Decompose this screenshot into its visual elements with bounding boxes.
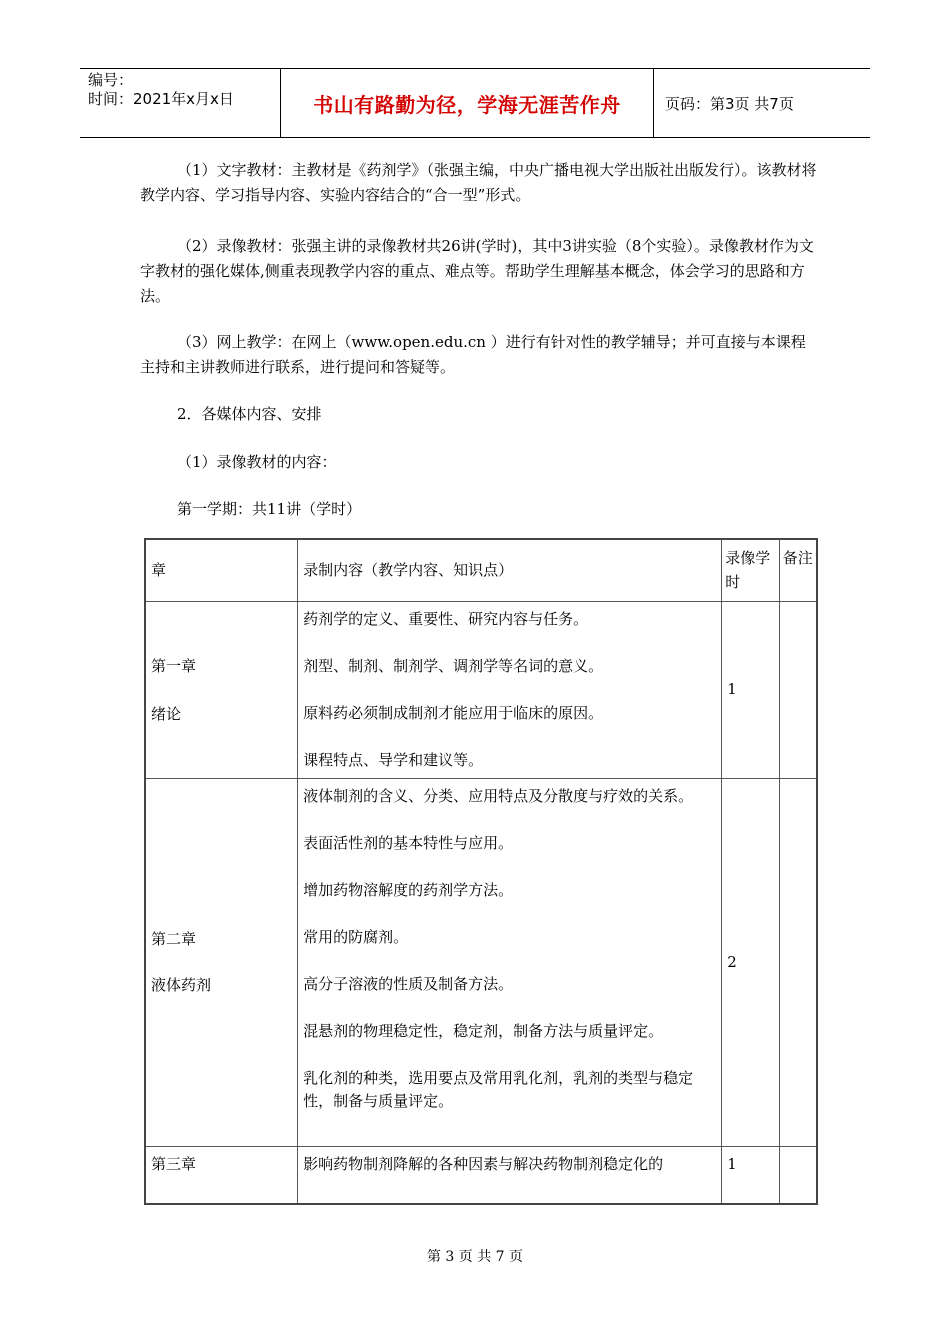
hours-cell: 1 — [722, 1146, 779, 1204]
chapter-cell — [145, 778, 298, 1146]
table-row — [145, 778, 817, 1146]
content-cell — [298, 778, 722, 1146]
hours-cell: 2 — [722, 778, 779, 1146]
content-item: 高分子溶液的性质及制备方法。 — [303, 974, 514, 993]
note-cell — [779, 778, 817, 1146]
chapter-cell — [145, 1146, 298, 1204]
note-cell — [779, 1146, 817, 1204]
chapter-cell — [145, 601, 298, 778]
time-label: 时间：2021年x月x日 — [88, 90, 234, 108]
table-row — [145, 601, 817, 778]
content-item: 影响药物制剂降解的各种因素与解决药物制剂稳定化的 — [303, 1154, 664, 1173]
note-cell — [779, 601, 817, 778]
content-item: 课程特点、导学和建议等。 — [303, 750, 484, 769]
content-cell — [298, 1146, 722, 1204]
subsection-heading-video: （1）录像教材的内容： — [177, 453, 337, 471]
header-meta — [80, 69, 281, 137]
chapter-title: 绪论 — [151, 704, 182, 723]
chapter-number: 第二章 — [151, 930, 197, 948]
header-page-label: 页码：第3页 共7页 — [665, 94, 794, 113]
content-item: 乳化剂的种类，选用要点及常用乳化剂，乳剂的类型与稳定性，制备与质量评定。 — [303, 1068, 694, 1110]
header-motto: 书山有路勤为径，学海无涯苦作舟 — [281, 69, 654, 137]
chapter-number: 第一章 — [151, 656, 197, 675]
section-heading-media: 2．各媒体内容、安排 — [177, 405, 322, 423]
paragraph-online-teaching: （3）网上教学：在网上（www.open.edu.cn ）进行有针对性的教学辅导；并可直接与本课程主持和主讲教师进行联系，进行提问和答疑等。 — [140, 333, 806, 376]
content-item: 混悬剂的物理稳定性，稳定剂，制备方法与质量评定。 — [303, 1021, 664, 1040]
table-row — [145, 1146, 817, 1204]
header-hours: 录像学时 — [722, 539, 779, 601]
content-item: 药剂学的定义、重要性、研究内容与任务。 — [303, 609, 589, 628]
table-header-row — [145, 539, 817, 601]
document-header — [80, 68, 870, 138]
content-item: 常用的防腐剂。 — [303, 927, 409, 946]
number-label: 编号： — [88, 71, 134, 89]
content-item: 剂型、制剂、制剂学、调剂学等名词的意义。 — [303, 656, 604, 675]
content-item: 原料药必须制成制剂才能应用于临床的原因。 — [303, 703, 604, 722]
hours-cell: 1 — [722, 601, 779, 778]
chapter-title: 液体药剂 — [151, 976, 212, 994]
header-note: 备注 — [779, 539, 817, 601]
curriculum-table — [144, 538, 818, 1205]
paragraph-text-materials: （1）文字教材：主教材是《药剂学》（张强主编，中央广播电视大学出版社出版发行）。该教材将教学内容、学习指导内容、实验内容结合的“合一型”形式。 — [140, 161, 817, 204]
header-content: 录制内容（教学内容、知识点） — [298, 539, 722, 601]
paragraph-video-materials: （2）录像教材：张强主讲的录像教材共26讲(学时)，其中3讲实验（8个实验）。录像教材作为文字教材的强化媒体,侧重表现教学内容的重点、难点等。帮助学生理解基本概念，体会学习的思路和方法。 — [140, 237, 814, 305]
content-item: 表面活性剂的基本特性与应用。 — [303, 833, 514, 852]
header-chapter: 章 — [145, 539, 298, 601]
chapter-number: 第三章 — [151, 1154, 197, 1173]
content-item: 增加药物溶解度的药剂学方法。 — [303, 880, 514, 899]
content-cell — [298, 601, 722, 778]
content-item: 液体制剂的含义、分类、应用特点及分散度与疗效的关系。 — [303, 786, 694, 805]
semester-heading: 第一学期：共11讲（学时） — [177, 500, 362, 518]
page-footer: 第 3 页 共 7 页 — [426, 1249, 524, 1265]
